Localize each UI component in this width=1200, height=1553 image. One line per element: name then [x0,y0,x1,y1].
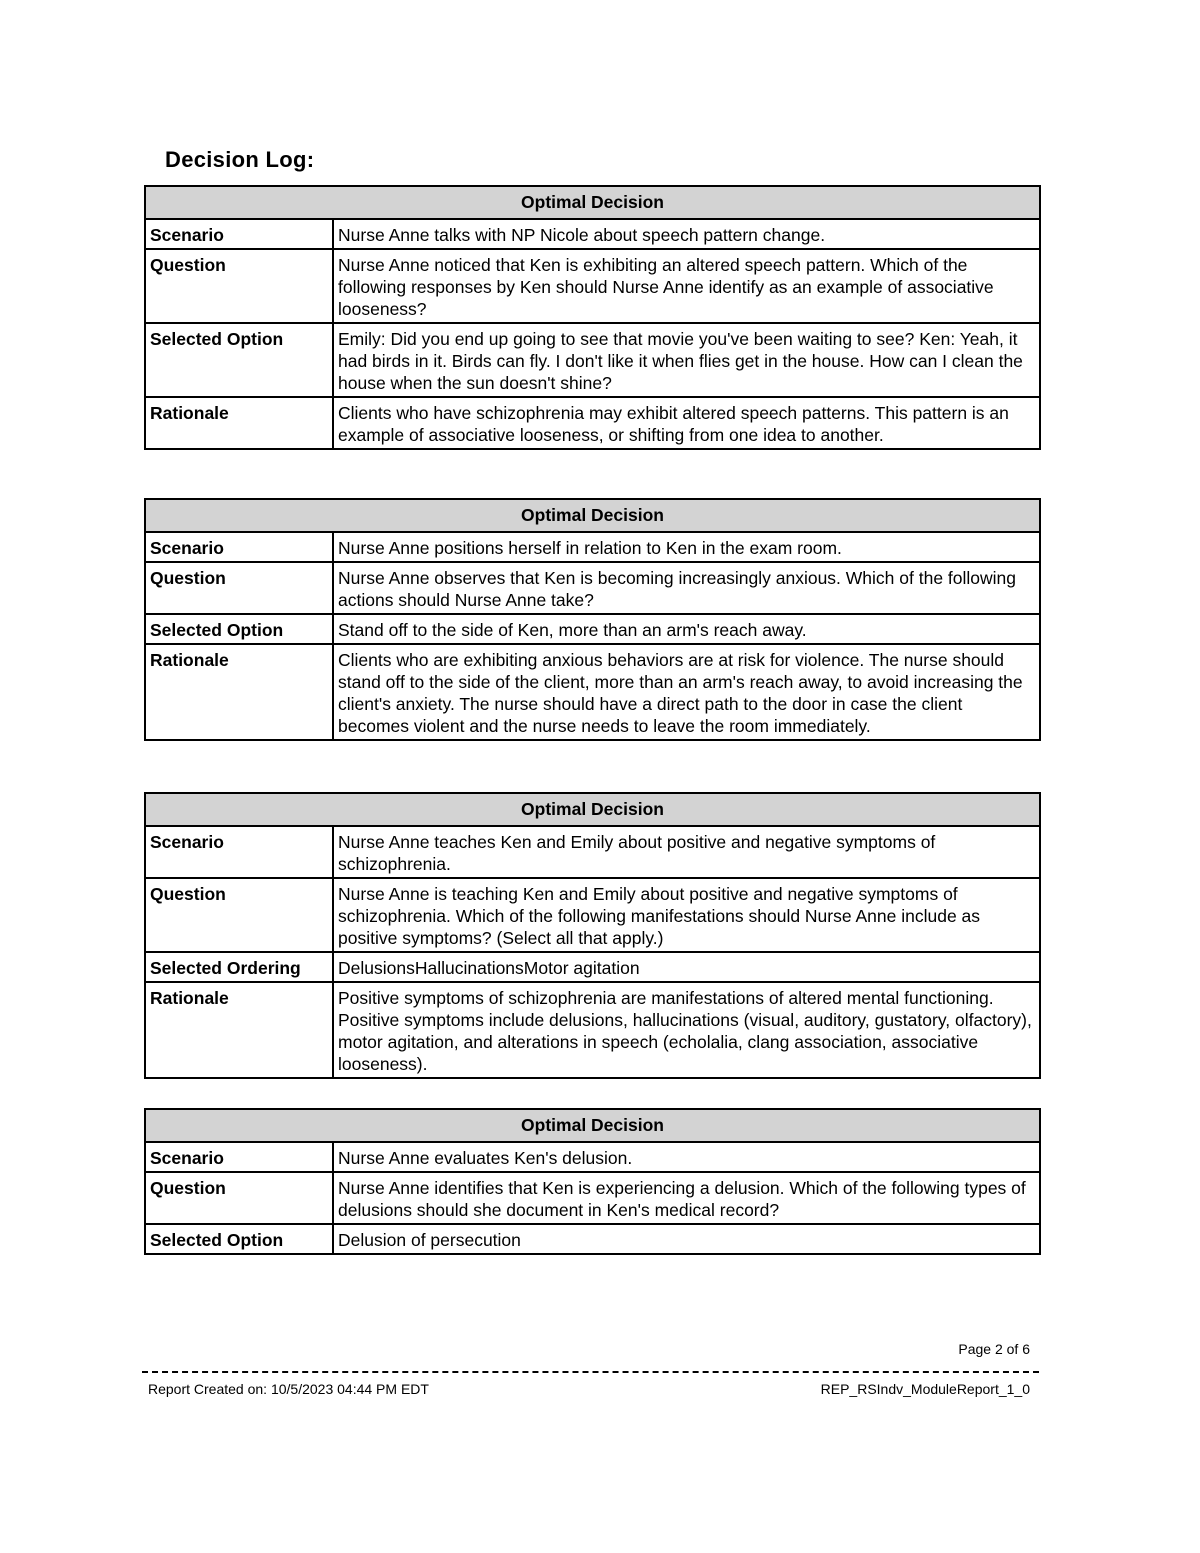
row-value: Clients who are exhibiting anxious behaviors are at risk for violence. The nurse should stand off to the side of the client, more than an arm's reach away, to avoid increasing the client's anxiety. The nurse should have a direct path to the door in case the client becomes violent and the nurse needs to leave the room immediately. [333,644,1040,740]
row-value: Nurse Anne talks with NP Nicole about speech pattern change. [333,219,1040,249]
row-label: Rationale [145,644,333,740]
row-value: Nurse Anne teaches Ken and Emily about positive and negative symptoms of schizophrenia. [333,826,1040,878]
table-row [145,1224,1040,1254]
row-value: Nurse Anne positions herself in relation to Ken in the exam room. [333,532,1040,562]
row-value: Stand off to the side of Ken, more than an arm's reach away. [333,614,1040,644]
row-value: Nurse Anne noticed that Ken is exhibiting an altered speech pattern. Which of the following responses by Ken should Nurse Anne identify as an example of associative looseness? [333,249,1040,323]
row-value: Positive symptoms of schizophrenia are manifestations of altered mental functioning. Positive symptoms include delusions, hallucinations (visual, auditory, gustatory, olfactory), motor agitation, and alterations in speech (echolalia, clang association, associative looseness). [333,982,1040,1078]
table-row [145,219,1040,249]
row-label: Scenario [145,1142,333,1172]
row-label: Question [145,1172,333,1224]
table-header: Optimal Decision [145,186,1040,219]
row-label: Selected Option [145,614,333,644]
table-row [145,562,1040,614]
table-row [145,249,1040,323]
table-row [145,614,1040,644]
report-id: REP_RSIndv_ModuleReport_1_0 [820,1381,1030,1397]
row-value: Emily: Did you end up going to see that movie you've been waiting to see? Ken: Yeah, it had birds in it. Birds can fly. I don't like it when flies get in the house. How can I clean the house when the sun doesn't shine? [333,323,1040,397]
row-value: Nurse Anne observes that Ken is becoming increasingly anxious. Which of the following actions should Nurse Anne take? [333,562,1040,614]
row-label: Selected Ordering [145,952,333,982]
table-row [145,397,1040,449]
row-label: Rationale [145,982,333,1078]
row-label: Question [145,878,333,952]
table-row [145,878,1040,952]
decision-table-2 [144,498,1041,741]
page-title: Decision Log: [165,147,315,172]
row-value: DelusionsHallucinationsMotor agitation [333,952,1040,982]
row-value: Nurse Anne is teaching Ken and Emily about positive and negative symptoms of schizophrenia. Which of the following manifestations should Nurse Anne include as positive symptoms? (Select all that apply.) [333,878,1040,952]
table-row [145,644,1040,740]
row-value: Nurse Anne identifies that Ken is experiencing a delusion. Which of the following types of delusions should she document in Ken's medical record? [333,1172,1040,1224]
decision-table-4 [144,1108,1041,1255]
table-row [145,532,1040,562]
row-value: Clients who have schizophrenia may exhibit altered speech patterns. This pattern is an example of associative looseness, or shifting from one idea to another. [333,397,1040,449]
table-row [145,1172,1040,1224]
page-number: Page 2 of 6 [958,1341,1030,1357]
table-row [145,1142,1040,1172]
table-row [145,982,1040,1078]
report-created-date: Report Created on: 10/5/2023 04:44 PM EDT [148,1381,429,1397]
footer-divider [142,1371,1039,1373]
row-label: Question [145,562,333,614]
decision-table-3 [144,792,1041,1079]
table-row [145,826,1040,878]
table-row [145,323,1040,397]
table-header: Optimal Decision [145,1109,1040,1142]
row-label: Scenario [145,532,333,562]
row-label: Selected Option [145,1224,333,1254]
table-header: Optimal Decision [145,499,1040,532]
row-label: Question [145,249,333,323]
table-row [145,952,1040,982]
row-label: Scenario [145,826,333,878]
table-header: Optimal Decision [145,793,1040,826]
decision-table-1 [144,185,1041,450]
row-label: Selected Option [145,323,333,397]
row-label: Rationale [145,397,333,449]
row-value: Nurse Anne evaluates Ken's delusion. [333,1142,1040,1172]
row-label: Scenario [145,219,333,249]
row-value: Delusion of persecution [333,1224,1040,1254]
